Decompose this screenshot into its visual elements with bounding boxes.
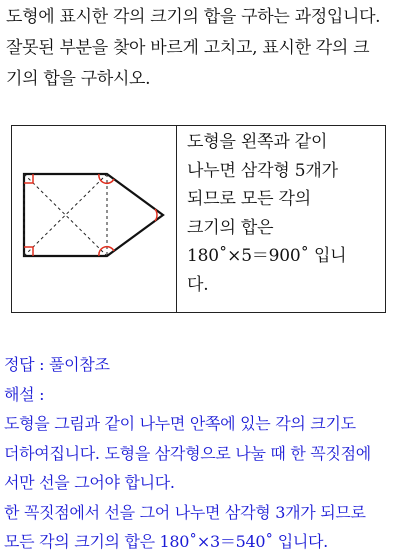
explanation-line: 도형을 그림과 같이 나누면 안쪽에 있는 각의 크기도 [4,414,356,433]
explanation-line: 한 꼭짓점에서 선을 그어 나누면 삼각형 3개가 되므로 [4,502,366,522]
explanation-line: 서만 선을 그어야 합니다. [4,473,175,492]
box-line: 되므로 모든 각의 [187,189,311,209]
question-line: 잘못된 부분을 찾아 바르게 고치고, 표시한 각의 크 [6,38,370,58]
pentagon-outline [24,174,163,256]
box-explanation [187,128,383,299]
explanation-line: 모든 각의 크기의 합은 180˚×3＝540˚ 입니다. [4,532,328,551]
pentagon-figure [12,126,176,312]
box-divider [176,126,177,312]
answer-label: 정답 : 풀이참조 [4,355,110,374]
box-line: 180˚×5＝900˚ 입니 [187,246,347,266]
answer-section [4,350,398,557]
box-line: 크기의 합은 [187,217,274,238]
box-line: 나누면 삼각형 5개가 [187,160,338,181]
question-line: 도형에 표시한 각의 크기의 합을 구하는 과정입니다. [6,7,381,27]
box-line: 도형을 왼쪽과 같이 [187,132,328,152]
question-text [6,2,398,95]
angle-marks [24,174,157,256]
dashed-lines [24,174,107,256]
explanation-line: 더하여집니다. 도형을 삼각형으로 나눌 때 한 꼭짓점에 [4,443,371,463]
figure-box [11,125,386,313]
box-line: 다. [187,274,209,295]
question-line: 기의 합을 구하시오. [6,69,151,89]
explanation-label: 해설 : [4,384,45,404]
